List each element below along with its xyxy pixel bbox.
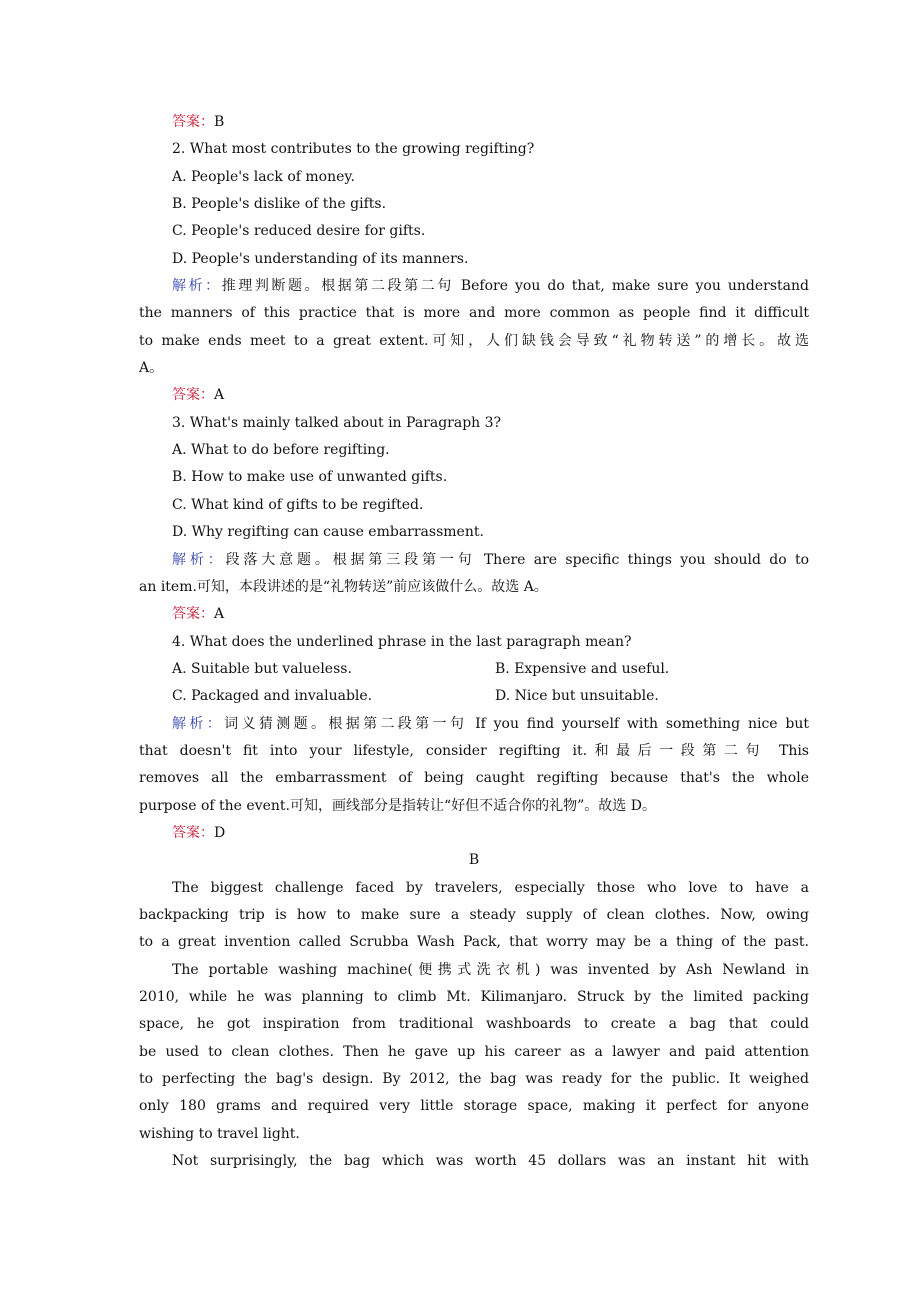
- q4-stem: 4. What does the underlined phrase in the last paragraph mean?: [172, 633, 632, 650]
- q2-analysis-line: to make ends meet to a great extent.可知，人们缺钱会导致“礼物转送”的增长。故选: [139, 332, 809, 349]
- q4-option-c: C. Packaged and invaluable.: [172, 688, 373, 705]
- q3-answer: 答案：A: [172, 606, 225, 623]
- q2-analysis-line: 解析：推理判断题。根据第二段第二句 Before you do that, make sure you understand: [172, 278, 810, 295]
- q3-stem: 3. What's mainly talked about in Paragraph 3?: [172, 414, 502, 431]
- passage-line: Not surprisingly, the bag which was worth 45 dollars was an instant hit with: [172, 1153, 809, 1170]
- passage-line: be used to clean clothes. Then he gave up his career as a lawyer and paid attention: [139, 1043, 809, 1060]
- q1-answer: 答案：B: [172, 114, 225, 130]
- passage-line: wishing to travel light.: [139, 1125, 300, 1142]
- passage-line: The biggest challenge faced by travelers, especially those who love to have a: [172, 879, 809, 896]
- analysis-label: 解析：: [172, 715, 225, 732]
- passage-line: backpacking trip is how to make sure a steady supply of clean clothes. Now, owing: [139, 906, 809, 923]
- analysis-label: 解析：: [172, 551, 226, 568]
- q2-option-d: D. People's understanding of its manners.: [172, 250, 469, 267]
- answer-label: 答案：: [172, 387, 214, 404]
- passage-line: to a great invention called Scrubba Wash Pack, that worry may be a thing of the past.: [139, 934, 809, 951]
- passage-title: B: [468, 852, 480, 869]
- answer-label: 答案：: [172, 824, 214, 841]
- q3-option-c: C. What kind of gifts to be regifted.: [172, 496, 424, 513]
- content: [139, 109, 809, 1175]
- q4-option-a: A. Suitable but valueless.: [172, 660, 352, 677]
- q2-analysis-line: the manners of this practice that is more and more common as people find it difficult: [139, 305, 809, 322]
- q4-option-b: B. Expensive and useful.: [495, 660, 670, 677]
- q4-option-d: D. Nice but unsuitable.: [495, 688, 659, 705]
- analysis-label: 解析：: [172, 278, 222, 295]
- answer-label: 答案：: [172, 606, 214, 623]
- q3-option-a: A. What to do before regifting.: [172, 442, 390, 459]
- q2-answer: 答案：A: [172, 387, 225, 404]
- answer-label: 答案：: [172, 114, 214, 130]
- q4-analysis-line: removes all the embarrassment of being caught regifting because that's the whole: [139, 770, 809, 787]
- passage-line: The portable washing machine(便携式洗衣机) was invented by Ash Newland in: [172, 961, 809, 978]
- q4-analysis-line: purpose of the event.可知，画线部分是指转让“好但不适合你的礼物”。故选 D。: [139, 797, 656, 814]
- q2-stem: 2. What most contributes to the growing regifting?: [172, 141, 535, 158]
- q3-option-b: B. How to make use of unwanted gifts.: [172, 469, 448, 486]
- q4-analysis-line: that doesn't fit into your lifestyle, consider regifting it.和最后一段第二句 This: [139, 742, 809, 759]
- q3-option-d: D. Why regifting can cause embarrassment.: [172, 524, 484, 541]
- q4-answer: 答案：D: [172, 824, 226, 841]
- passage-line: only 180 grams and required very little storage space, making it perfect for anyone: [139, 1098, 809, 1115]
- q2-option-b: B. People's dislike of the gifts.: [172, 196, 387, 213]
- q2-option-c: C. People's reduced desire for gifts.: [172, 223, 426, 240]
- passage-line: space, he got inspiration from traditional washboards to create a bag that could: [139, 1016, 809, 1033]
- q3-analysis-line: 解析：段落大意题。根据第三段第一句 There are specific things you should do to: [172, 551, 810, 568]
- q2-analysis-line: A。: [139, 360, 164, 377]
- q4-analysis-line: 解析：词义猜测题。根据第二段第一句 If you find yourself with something nice but: [172, 715, 809, 732]
- q4-options-row: [139, 683, 809, 710]
- passage-line: 2010, while he was planning to climb Mt. Kilimanjaro. Struck by the limited packing: [139, 989, 809, 1005]
- q4-options-row: [139, 656, 809, 683]
- passage-line: to perfecting the bag's design. By 2012, the bag was ready for the public. It weighed: [139, 1071, 809, 1088]
- q3-analysis-line: an item.可知，本段讲述的是“礼物转送”前应该做什么。故选 A。: [139, 578, 548, 595]
- q2-option-a: A. People's lack of money.: [172, 168, 355, 185]
